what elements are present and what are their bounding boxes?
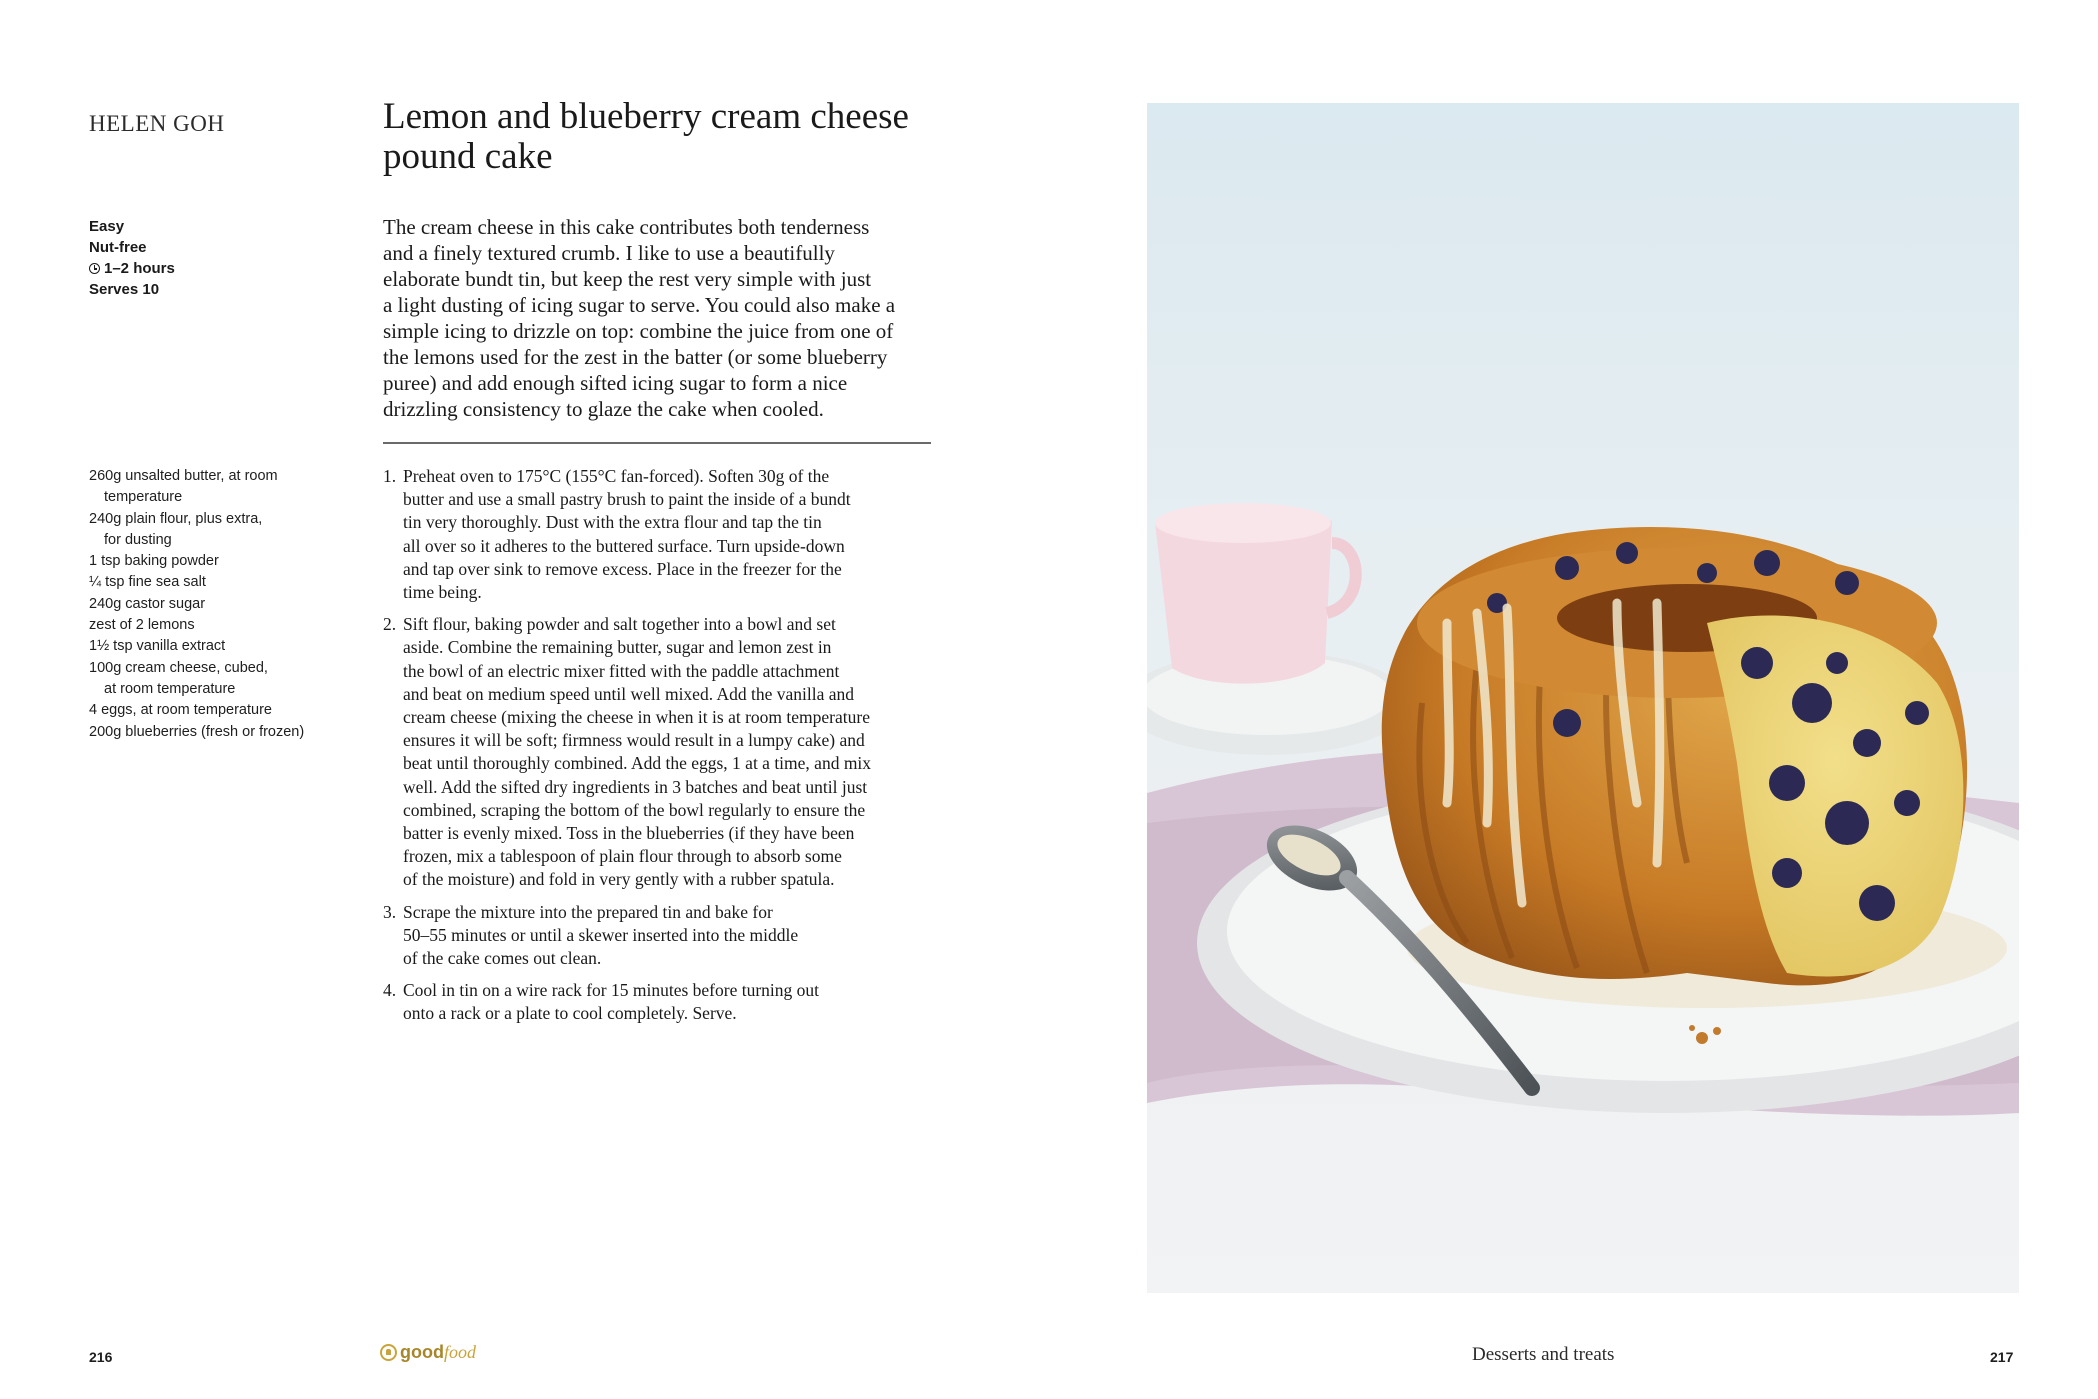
- ingredient-text: 100g cream cheese, cubed,: [89, 659, 268, 676]
- method-step-2: [383, 613, 938, 891]
- goodfood-logo: [380, 1342, 476, 1363]
- ingredient-item: [89, 658, 349, 701]
- method-step-1: [383, 465, 938, 604]
- step-line: combined, scraping the bottom of the bowl regularly to ensure the: [403, 799, 866, 820]
- logo-food: food: [443, 1342, 476, 1362]
- intro-line: The cream cheese in this cake contributes both tenderness: [383, 215, 870, 239]
- recipe-title-line: Lemon and blueberry cream cheese: [383, 96, 909, 137]
- step-line: of the cake comes out clean.: [403, 948, 602, 969]
- intro-line: and a finely textured crumb. I like to use a beautifully: [383, 241, 835, 265]
- ingredient-item: [89, 466, 349, 509]
- step-line: cream cheese (mixing the cheese in when it is at room temperature: [403, 707, 870, 728]
- ingredient-item: [89, 722, 349, 743]
- ingredient-text: ¼ tsp fine sea salt: [89, 574, 206, 591]
- step-line: beat until thoroughly combined. Add the eggs, 1 at a time, and mix: [403, 753, 872, 774]
- step-number: 2.: [383, 614, 397, 635]
- intro-line: drizzling consistency to glaze the cake when cooled.: [383, 397, 824, 421]
- step-line: and beat on medium speed until well mixed. Add the vanilla and: [403, 683, 855, 704]
- ingredient-text: 200g blueberries (fresh or frozen): [89, 723, 305, 740]
- intro-line: puree) and add enough sifted icing sugar to form a nice: [383, 371, 848, 395]
- ingredient-item: [89, 551, 349, 572]
- step-number: 1.: [383, 466, 397, 486]
- step-line: onto a rack or a plate to cool completely. Serve.: [403, 1003, 737, 1024]
- intro-line: the lemons used for the zest in the batter (or some blueberry: [383, 345, 888, 369]
- step-line: time being.: [403, 582, 482, 603]
- ingredient-text-cont: at room temperature: [104, 680, 236, 697]
- step-line: all over so it adheres to the buttered surface. Turn upside-down: [403, 535, 845, 556]
- recipe-meta: [89, 216, 175, 300]
- step-line: 50–55 minutes or until a skewer inserted into the middle: [403, 924, 799, 945]
- cake-photo: [1147, 103, 2019, 1293]
- intro-line: elaborate bundt tin, but keep the rest very simple with just: [383, 267, 872, 291]
- ingredient-item: [89, 615, 349, 636]
- step-number: 3.: [383, 901, 397, 922]
- ingredient-text-cont: for dusting: [104, 531, 172, 548]
- step-line: butter and use a small pastry brush to paint the inside of a bundt: [403, 489, 851, 510]
- time-row: [89, 258, 175, 279]
- method-step-4: [383, 979, 938, 1025]
- step-number: 4.: [383, 980, 397, 1001]
- section-divider: [383, 442, 931, 444]
- method-step-3: [383, 901, 938, 971]
- ingredient-text: 4 eggs, at room temperature: [89, 702, 272, 719]
- ingredient-item: [89, 572, 349, 593]
- step-line: ensures it will be soft; firmness would result in a lumpy cake) and: [403, 730, 865, 751]
- time-label: 1–2 hours: [104, 260, 175, 277]
- ingredient-text: 240g castor sugar: [89, 595, 206, 612]
- ingredients-list: [89, 466, 349, 743]
- method-steps: [383, 465, 938, 1035]
- difficulty-label: Easy: [89, 218, 125, 235]
- serves-label: Serves 10: [89, 281, 160, 298]
- ingredient-item: [89, 594, 349, 615]
- intro-line: a light dusting of icing sugar to serve. You could also make a: [383, 293, 896, 317]
- ingredient-text: 240g plain flour, plus extra,: [89, 510, 263, 527]
- ingredient-item: [89, 509, 349, 552]
- ingredient-text: 1½ tsp vanilla extract: [89, 638, 226, 655]
- recipe-title: [383, 97, 943, 177]
- ingredient-item: [89, 636, 349, 657]
- ingredient-text: zest of 2 lemons: [89, 617, 195, 634]
- step-line: Sift flour, baking powder and salt together into a bowl and set: [403, 614, 836, 635]
- step-line: of the moisture) and fold in very gently with a rubber spatula.: [403, 869, 835, 890]
- recipe-title-line: pound cake: [383, 136, 553, 177]
- diet-label: Nut-free: [89, 239, 147, 256]
- ingredient-text: 1 tsp baking powder: [89, 553, 219, 570]
- step-line: frozen, mix a tablespoon of plain flour through to absorb some: [403, 846, 842, 867]
- step-line: batter is evenly mixed. Toss in the blueberries (if they have been: [403, 823, 855, 844]
- chef-hat-icon: [380, 1344, 397, 1361]
- step-line: and tap over sink to remove excess. Place in the freezer for the: [403, 558, 842, 579]
- logo-good: good: [400, 1342, 444, 1362]
- page-number-left: 216: [89, 1349, 113, 1365]
- step-line: Cool in tin on a wire rack for 15 minutes before turning out: [403, 980, 820, 1001]
- author-name: HELEN GOH: [89, 111, 225, 136]
- step-line: well. Add the sifted dry ingredients in 3 batches and beat until just: [403, 776, 868, 797]
- recipe-intro: [383, 214, 938, 422]
- ingredient-text-cont: temperature: [104, 489, 183, 506]
- ingredient-item: [89, 700, 349, 721]
- step-line: Preheat oven to 175°C (155°C fan-forced). Soften 30g of the: [403, 466, 830, 486]
- intro-line: simple icing to drizzle on top: combine the juice from one of: [383, 319, 894, 343]
- step-line: Scrape the mixture into the prepared tin and bake for: [403, 901, 773, 922]
- step-line: the bowl of an electric mixer fitted with the paddle attachment: [403, 660, 840, 681]
- ingredient-text: 260g unsalted butter, at room: [89, 468, 278, 484]
- step-line: tin very thoroughly. Dust with the extra flour and tap the tin: [403, 512, 822, 533]
- section-name: Desserts and treats: [1472, 1344, 1615, 1365]
- step-line: aside. Combine the remaining butter, sugar and lemon zest in: [403, 637, 832, 658]
- page-number-right: 217: [1990, 1349, 2014, 1365]
- clock-icon: [89, 263, 100, 274]
